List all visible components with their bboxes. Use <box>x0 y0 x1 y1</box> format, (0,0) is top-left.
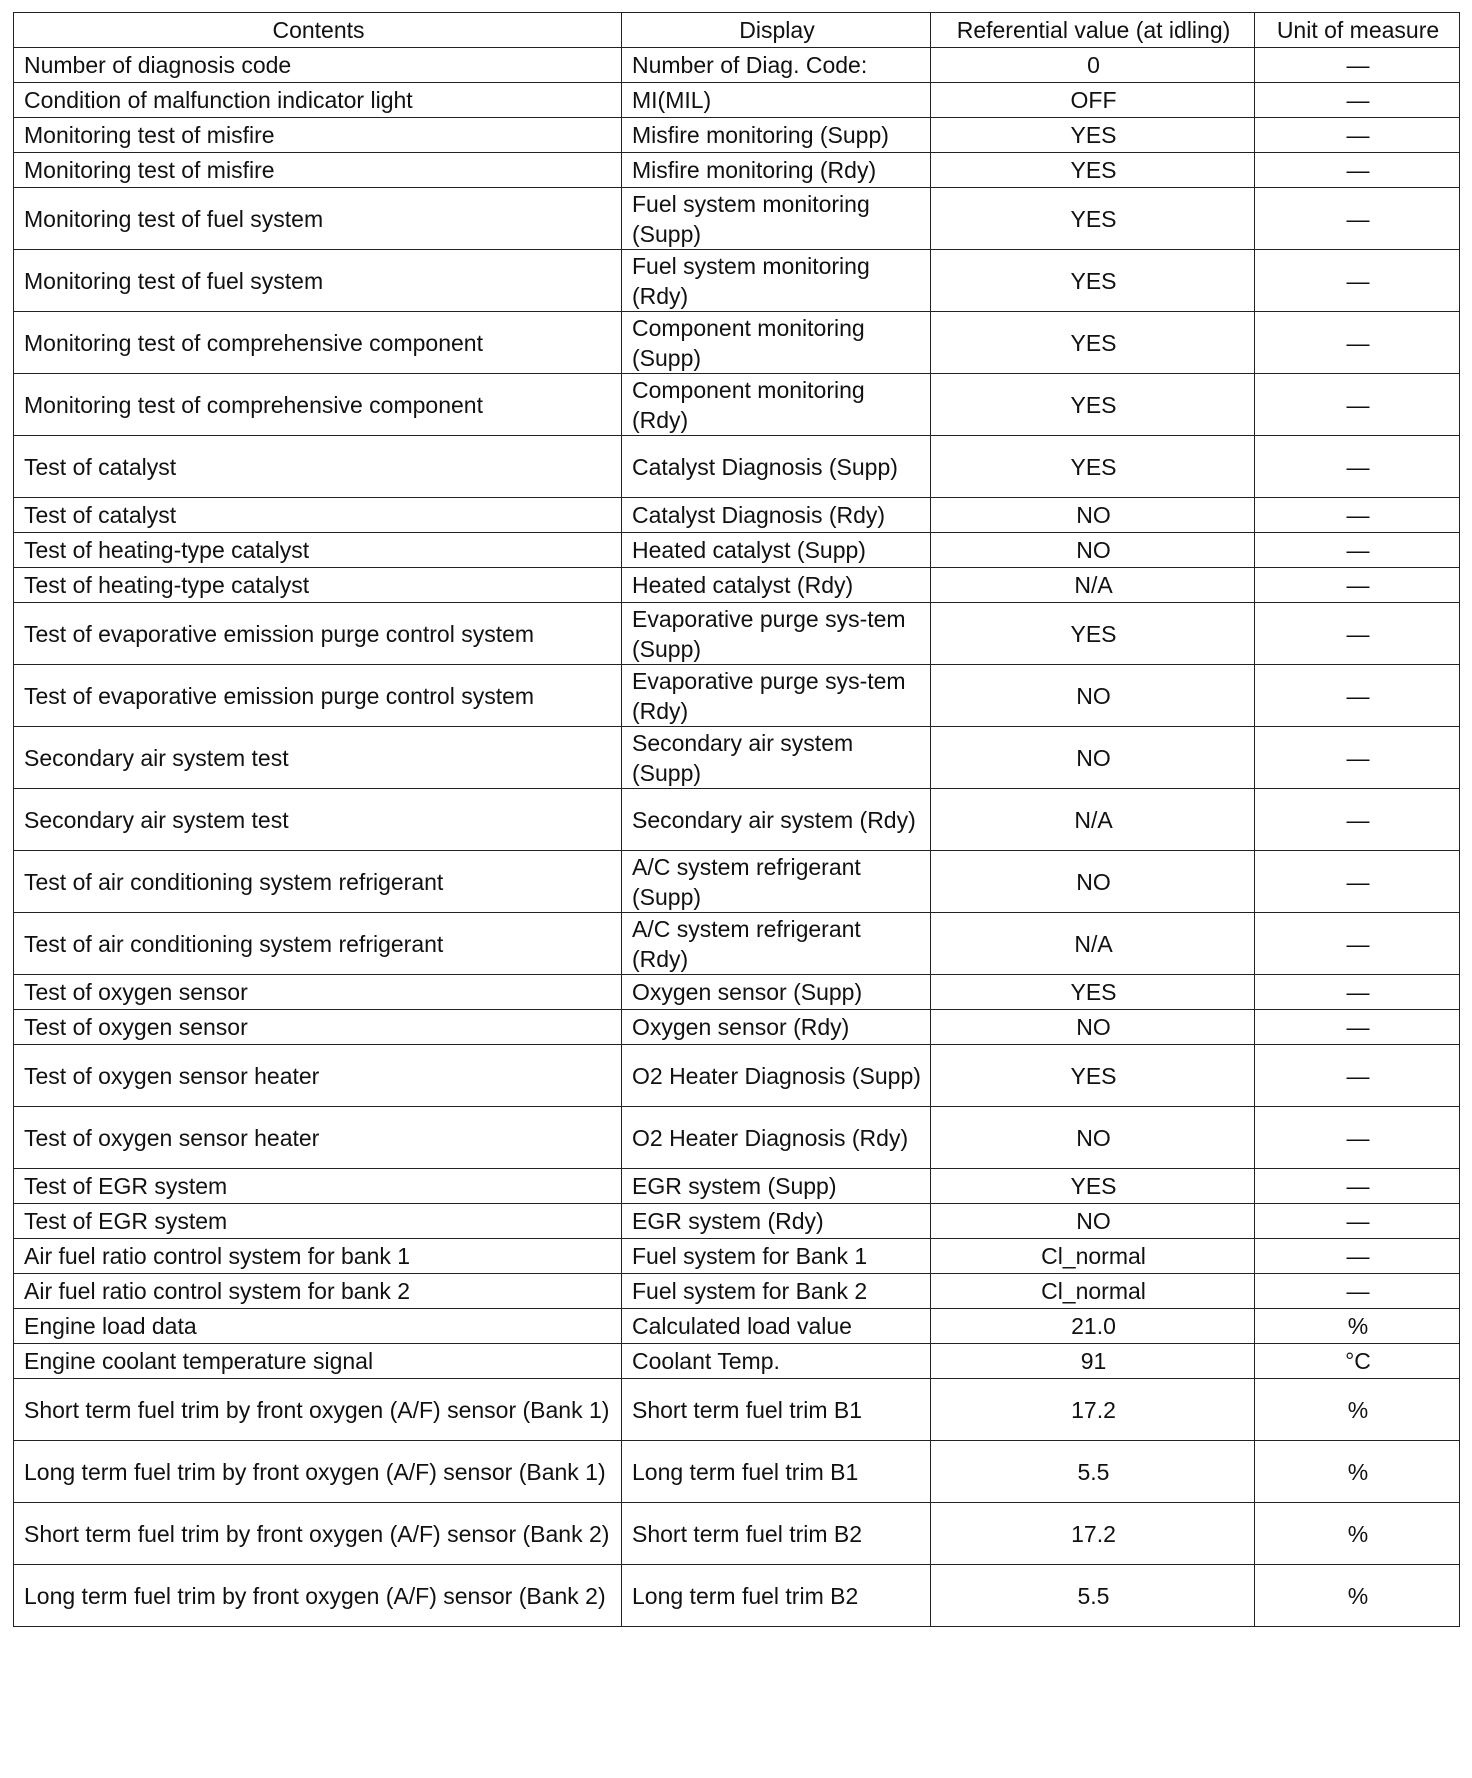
cell-unit: — <box>1255 118 1460 153</box>
cell-display: O2 Heater Diagnosis (Supp) <box>622 1045 931 1107</box>
cell-display: Number of Diag. Code: <box>622 48 931 83</box>
cell-display: EGR system (Rdy) <box>622 1204 931 1239</box>
cell-display: Component monitoring (Supp) <box>622 312 931 374</box>
cell-referential-value: Cl_normal <box>931 1274 1255 1309</box>
cell-contents: Test of oxygen sensor heater <box>14 1107 622 1169</box>
cell-contents: Test of air conditioning system refrigerant <box>14 851 622 913</box>
table-header-row <box>14 13 1460 48</box>
cell-referential-value: 5.5 <box>931 1565 1255 1627</box>
cell-unit: % <box>1255 1565 1460 1627</box>
table-row <box>14 727 1460 789</box>
table-row <box>14 188 1460 250</box>
table-row <box>14 1239 1460 1274</box>
table-row <box>14 1309 1460 1344</box>
table-row <box>14 603 1460 665</box>
cell-unit: — <box>1255 665 1460 727</box>
cell-display: Oxygen sensor (Supp) <box>622 975 931 1010</box>
cell-display: Short term fuel trim B2 <box>622 1503 931 1565</box>
cell-referential-value: NO <box>931 533 1255 568</box>
cell-contents: Monitoring test of fuel system <box>14 188 622 250</box>
cell-unit: — <box>1255 1045 1460 1107</box>
cell-contents: Engine coolant temperature signal <box>14 1344 622 1379</box>
cell-unit: — <box>1255 312 1460 374</box>
cell-referential-value: 17.2 <box>931 1503 1255 1565</box>
cell-unit: — <box>1255 250 1460 312</box>
cell-display: Coolant Temp. <box>622 1344 931 1379</box>
cell-contents: Monitoring test of misfire <box>14 153 622 188</box>
cell-display: Component monitoring (Rdy) <box>622 374 931 436</box>
cell-referential-value: 0 <box>931 48 1255 83</box>
cell-display: Fuel system monitoring (Supp) <box>622 188 931 250</box>
cell-display: EGR system (Supp) <box>622 1169 931 1204</box>
cell-display: Evaporative purge sys-tem (Supp) <box>622 603 931 665</box>
cell-contents: Monitoring test of comprehensive component <box>14 374 622 436</box>
cell-referential-value: OFF <box>931 83 1255 118</box>
cell-referential-value: Cl_normal <box>931 1239 1255 1274</box>
cell-display: Heated catalyst (Rdy) <box>622 568 931 603</box>
cell-unit: — <box>1255 1204 1460 1239</box>
cell-contents: Long term fuel trim by front oxygen (A/F) sensor (Bank 1) <box>14 1441 622 1503</box>
cell-contents: Test of oxygen sensor heater <box>14 1045 622 1107</box>
cell-display: A/C system refrigerant (Supp) <box>622 851 931 913</box>
cell-referential-value: YES <box>931 1045 1255 1107</box>
table-row <box>14 913 1460 975</box>
cell-unit: — <box>1255 533 1460 568</box>
cell-referential-value: 5.5 <box>931 1441 1255 1503</box>
cell-contents: Test of air conditioning system refrigerant <box>14 913 622 975</box>
cell-display: Secondary air system (Rdy) <box>622 789 931 851</box>
cell-unit: — <box>1255 1274 1460 1309</box>
header-contents: Contents <box>14 13 622 48</box>
cell-unit: — <box>1255 48 1460 83</box>
table-row <box>14 1204 1460 1239</box>
cell-contents: Test of heating-type catalyst <box>14 533 622 568</box>
cell-contents: Secondary air system test <box>14 727 622 789</box>
cell-contents: Condition of malfunction indicator light <box>14 83 622 118</box>
cell-contents: Short term fuel trim by front oxygen (A/F) sensor (Bank 1) <box>14 1379 622 1441</box>
cell-contents: Test of evaporative emission purge control system <box>14 603 622 665</box>
cell-contents: Number of diagnosis code <box>14 48 622 83</box>
table-row <box>14 48 1460 83</box>
cell-unit: — <box>1255 188 1460 250</box>
cell-unit: — <box>1255 1169 1460 1204</box>
table-row <box>14 153 1460 188</box>
diagnosis-reference-table <box>13 12 1460 1627</box>
cell-contents: Test of evaporative emission purge control system <box>14 665 622 727</box>
cell-contents: Test of EGR system <box>14 1169 622 1204</box>
cell-display: Misfire monitoring (Supp) <box>622 118 931 153</box>
cell-display: O2 Heater Diagnosis (Rdy) <box>622 1107 931 1169</box>
cell-contents: Monitoring test of misfire <box>14 118 622 153</box>
cell-contents: Monitoring test of fuel system <box>14 250 622 312</box>
cell-display: Oxygen sensor (Rdy) <box>622 1010 931 1045</box>
table-row <box>14 1010 1460 1045</box>
cell-contents: Monitoring test of comprehensive component <box>14 312 622 374</box>
table-row <box>14 83 1460 118</box>
table-row <box>14 1107 1460 1169</box>
cell-display: Heated catalyst (Supp) <box>622 533 931 568</box>
cell-referential-value: YES <box>931 312 1255 374</box>
cell-contents: Air fuel ratio control system for bank 2 <box>14 1274 622 1309</box>
table-row <box>14 1379 1460 1441</box>
cell-referential-value: NO <box>931 1107 1255 1169</box>
cell-display: A/C system refrigerant (Rdy) <box>622 913 931 975</box>
header-referential-value: Referential value (at idling) <box>931 13 1255 48</box>
cell-referential-value: YES <box>931 188 1255 250</box>
cell-referential-value: YES <box>931 374 1255 436</box>
cell-unit: — <box>1255 436 1460 498</box>
cell-unit: % <box>1255 1441 1460 1503</box>
cell-referential-value: YES <box>931 250 1255 312</box>
cell-contents: Long term fuel trim by front oxygen (A/F) sensor (Bank 2) <box>14 1565 622 1627</box>
header-display: Display <box>622 13 931 48</box>
cell-unit: — <box>1255 603 1460 665</box>
table-row <box>14 851 1460 913</box>
cell-contents: Test of EGR system <box>14 1204 622 1239</box>
cell-referential-value: NO <box>931 1010 1255 1045</box>
cell-referential-value: 91 <box>931 1344 1255 1379</box>
cell-referential-value: 21.0 <box>931 1309 1255 1344</box>
cell-unit: °C <box>1255 1344 1460 1379</box>
table-row <box>14 1565 1460 1627</box>
table-row <box>14 1169 1460 1204</box>
cell-referential-value: NO <box>931 727 1255 789</box>
cell-unit: — <box>1255 498 1460 533</box>
table-row <box>14 312 1460 374</box>
cell-unit: — <box>1255 851 1460 913</box>
table-row <box>14 533 1460 568</box>
table-row <box>14 1045 1460 1107</box>
cell-unit: — <box>1255 789 1460 851</box>
cell-display: Calculated load value <box>622 1309 931 1344</box>
cell-contents: Short term fuel trim by front oxygen (A/F) sensor (Bank 2) <box>14 1503 622 1565</box>
table-row <box>14 498 1460 533</box>
cell-referential-value: N/A <box>931 913 1255 975</box>
cell-display: Fuel system for Bank 2 <box>622 1274 931 1309</box>
header-unit-of-measure: Unit of measure <box>1255 13 1460 48</box>
cell-referential-value: NO <box>931 498 1255 533</box>
cell-contents: Test of catalyst <box>14 498 622 533</box>
cell-contents: Engine load data <box>14 1309 622 1344</box>
cell-referential-value: YES <box>931 436 1255 498</box>
cell-unit: — <box>1255 568 1460 603</box>
cell-referential-value: YES <box>931 1169 1255 1204</box>
table-row <box>14 568 1460 603</box>
table-row <box>14 374 1460 436</box>
cell-contents: Test of oxygen sensor <box>14 1010 622 1045</box>
cell-referential-value: YES <box>931 153 1255 188</box>
cell-display: Misfire monitoring (Rdy) <box>622 153 931 188</box>
table-row <box>14 118 1460 153</box>
cell-display: Long term fuel trim B1 <box>622 1441 931 1503</box>
cell-contents: Test of heating-type catalyst <box>14 568 622 603</box>
cell-display: Fuel system for Bank 1 <box>622 1239 931 1274</box>
cell-display: Long term fuel trim B2 <box>622 1565 931 1627</box>
cell-unit: — <box>1255 1239 1460 1274</box>
cell-referential-value: YES <box>931 975 1255 1010</box>
cell-unit: — <box>1255 913 1460 975</box>
cell-contents: Test of catalyst <box>14 436 622 498</box>
cell-unit: — <box>1255 1107 1460 1169</box>
cell-display: Short term fuel trim B1 <box>622 1379 931 1441</box>
cell-unit: — <box>1255 153 1460 188</box>
cell-unit: % <box>1255 1379 1460 1441</box>
cell-referential-value: N/A <box>931 568 1255 603</box>
cell-unit: — <box>1255 1010 1460 1045</box>
table-row <box>14 665 1460 727</box>
cell-unit: % <box>1255 1309 1460 1344</box>
table-row <box>14 250 1460 312</box>
cell-display: Catalyst Diagnosis (Rdy) <box>622 498 931 533</box>
table-row <box>14 789 1460 851</box>
cell-unit: — <box>1255 374 1460 436</box>
cell-referential-value: 17.2 <box>931 1379 1255 1441</box>
cell-referential-value: YES <box>931 603 1255 665</box>
table-row <box>14 1503 1460 1565</box>
table-row <box>14 1274 1460 1309</box>
cell-contents: Secondary air system test <box>14 789 622 851</box>
cell-display: Evaporative purge sys-tem (Rdy) <box>622 665 931 727</box>
cell-unit: % <box>1255 1503 1460 1565</box>
cell-display: Catalyst Diagnosis (Supp) <box>622 436 931 498</box>
cell-unit: — <box>1255 83 1460 118</box>
cell-unit: — <box>1255 727 1460 789</box>
cell-referential-value: YES <box>931 118 1255 153</box>
cell-contents: Air fuel ratio control system for bank 1 <box>14 1239 622 1274</box>
cell-display: Secondary air system (Supp) <box>622 727 931 789</box>
cell-contents: Test of oxygen sensor <box>14 975 622 1010</box>
cell-referential-value: NO <box>931 665 1255 727</box>
cell-display: MI(MIL) <box>622 83 931 118</box>
cell-unit: — <box>1255 975 1460 1010</box>
cell-referential-value: NO <box>931 851 1255 913</box>
table-row <box>14 1441 1460 1503</box>
table-row <box>14 436 1460 498</box>
cell-referential-value: NO <box>931 1204 1255 1239</box>
cell-referential-value: N/A <box>931 789 1255 851</box>
cell-display: Fuel system monitoring (Rdy) <box>622 250 931 312</box>
table-row <box>14 1344 1460 1379</box>
table-row <box>14 975 1460 1010</box>
